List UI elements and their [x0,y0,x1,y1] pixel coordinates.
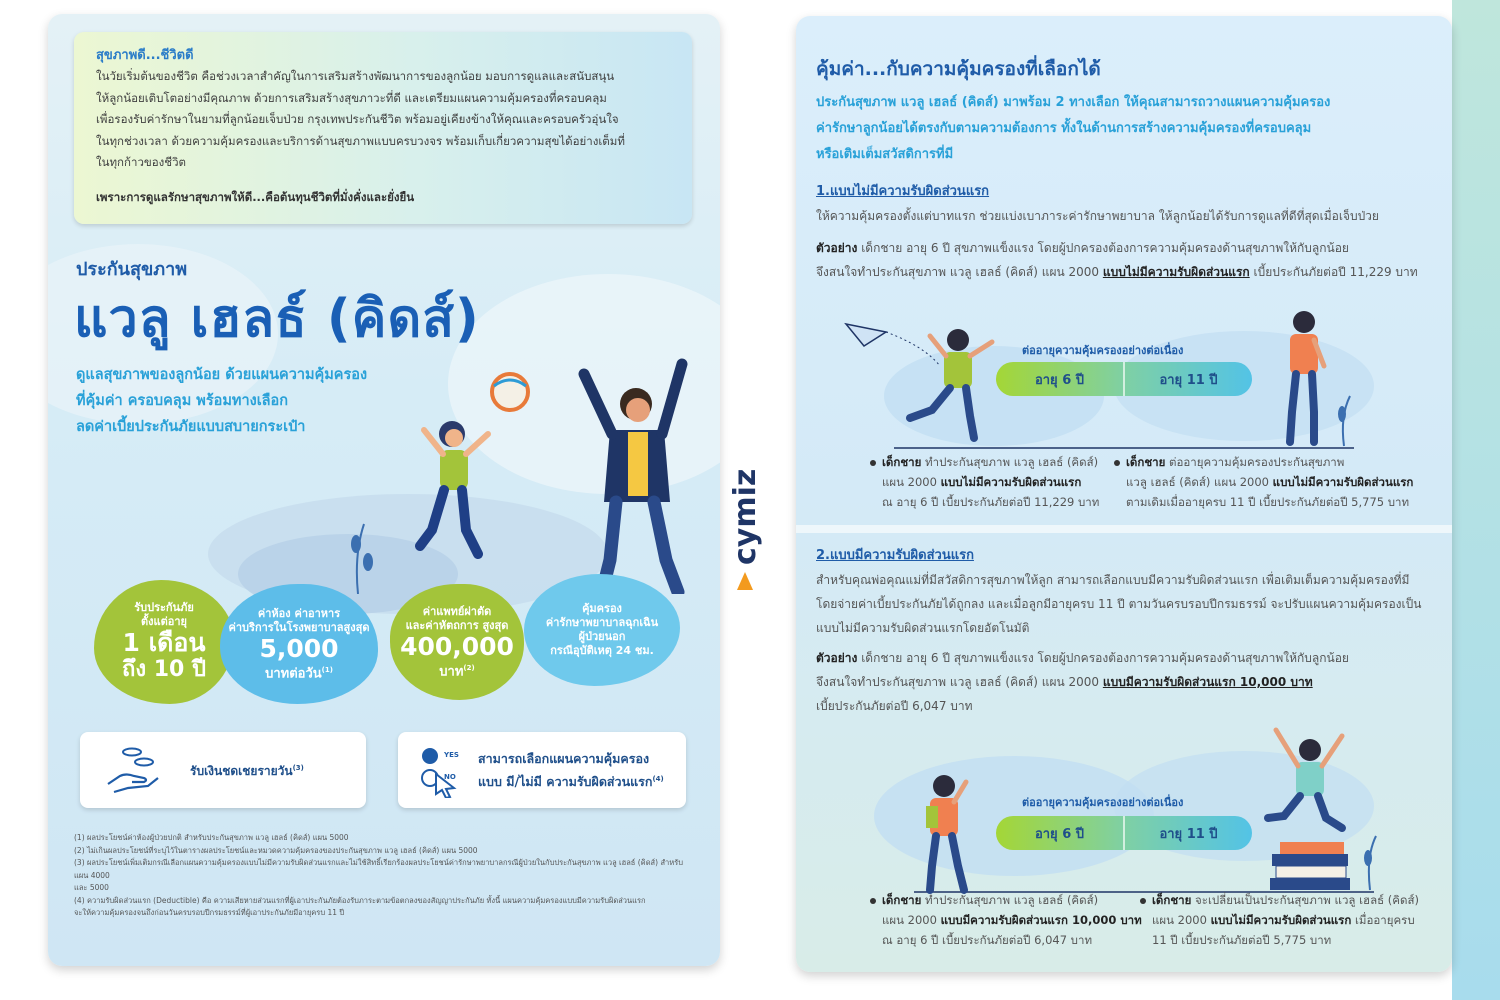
left-page [48,14,720,966]
blob-label: ตั้งแต่อายุ [141,615,187,628]
blob-label: ค่าบริการในโรงพยาบาลสูงสุด [228,620,370,634]
section1-example: ตัวอย่าง เด็กชาย อายุ 6 ปี สุขภาพแข็งแรง โดยผู้ปกครองต้องการความคุ้มครองด้านสุขภาพให้กับลูกน้อย จึงสนใจทำประกันสุขภาพ แวลู เฮลธ์ (คิดส์) แผน 2000 แบบไม่มีความรับผิดส่วนแรก เบี้ยประกันภัยต่อปี 11,229 บาท [816,241,1418,279]
blob-value: 400,000 [400,631,514,661]
section1-age-pill [996,362,1252,396]
section-divider [796,525,1452,533]
blob-label: ค่ารักษาพยาบาลฉุกเฉิน [545,616,659,629]
room-cost-blob [220,584,378,704]
section1-bullet-1: เด็กชาย ทำประกันสุขภาพ แวลู เฮลธ์ (คิดส์) แผน 2000 แบบไม่มีความรับผิดส่วนแรก ณ อายุ 6 ปี เบี้ยประกันภัยต่อปี 11,229 บาท [870,452,1099,512]
product-line: ลดค่าเบี้ยประกันภัยแบบสบายกระเป๋า [76,419,306,435]
daily-compensation-card [80,732,366,808]
intro-body [96,66,686,174]
watermark-logo [725,400,765,600]
footnote: จะให้ความคุ้มครองจนถึงก่อนวันครบรอบปีกรมธรรม์ที่ผู้เอาประกันภัยมีอายุครบ 11 ปี [74,908,345,917]
bullet-dot [1140,898,1146,904]
section2-pill-label: ต่ออายุความคุ้มครองอย่างต่อเนื่อง [1022,796,1184,809]
right-page [796,16,1452,972]
blob-label: ค่าแพทย์ผ่าตัด [422,604,492,618]
blob-unit: บาท$^{(2)}$ [439,663,475,680]
yes-no-select-icon [420,746,466,798]
right-title: คุ้มค่า...กับความคุ้มครองที่เลือกได้ [816,58,1101,80]
blob-label: รับประกันภัย [134,601,194,614]
watermark [725,400,765,600]
surgery-cost-blob [390,584,524,700]
intro-card [74,32,692,224]
blob-value: 5,000 [259,633,339,663]
section2-bullet-1: เด็กชาย ทำประกันสุขภาพ แวลู เฮลธ์ (คิดส์) แผน 2000 แบบมีความรับผิดส่วนแรก 10,000 บาท ณ อายุ 6 ปี เบี้ยประกันภัยต่อปี 6,047 บาท [870,890,1142,950]
bullet-dot [870,898,876,904]
footnotes [74,832,694,920]
right-intro: ประกันสุขภาพ แวลู เฮลธ์ (คิดส์) มาพร้อม 2 ทางเลือก ให้คุณสามารถวางแผนความคุ้มครอง ค่ารักษาลูกน้อยได้ตรงกับตามความต้องการ ทั้งในด้านการสร้างความคุ้มครองที่ครอบคลุม หรือเติมเต็มสวัสดิการที่มี [816,95,1331,162]
footnote: (1) ผลประโยชน์ค่าห้องผู้ป่วยปกติ สำหรับประกันสุขภาพ แวลู เฮลธ์ (คิดส์) แผน 5000 [74,833,349,842]
intro-line: เพื่อรองรับค่ารักษาในยามที่ลูกน้อยเจ็บป่วย กรุงเทพประกันชีวิต พร้อมอยู่เคียงข้างให้คุณและครอบครัวอุ่นใจ [96,112,619,127]
age-11: อายุ 11 ปี [1159,826,1218,842]
product-line: ที่คุ้มค่า ครอบคลุม พร้อมทางเลือก [76,393,289,409]
footnote: (2) ไม่เกินผลประโยชน์ที่ระบุไว้ในตารางผลประโยชน์และหมวดความคุ้มครองของประกันสุขภาพ แวลู เฮลธ์ (คิดส์) แผน 5000 [74,845,478,855]
footnote: (4) ความรับผิดส่วนแรก (Deductible) คือ ความเสียหายส่วนแรกที่ผู้เอาประกันภัยต้องรับภาระตามข้อตกลงของสัญญาประกันภัย ทั้งนี้ แผนความคุ้มครองแบบมีความรับผิดส่วนแรก [74,895,646,905]
blob-unit: บาทต่อวัน$^{(1)}$ [265,665,333,682]
footnote: และ 5000 [74,883,109,892]
background-strip-right [1452,0,1500,1000]
choose-plan-card [398,732,686,808]
coverage-age-blob [94,580,234,704]
footnote: (3) ผลประโยชน์เพิ่มเติมกรณีเลือกแผนความคุ้มครองแบบไม่มีความรับผิดส่วนแรกและไม่ใช้สิทธิ์เรียกร้องผลประโยชน์ค่ารักษาพยาบาลกรณีผู้ป่วยในกับประกันสุขภาพ แวลู เฮลธ์ (คิดส์) สำหรับแผน 4000 [74,858,683,880]
intro-tagline: เพราะการดูแลรักษาสุขภาพให้ดี...คือต้นทุนชีวิตที่มั่งคั่งและยั่งยืน [96,190,415,204]
watermark-text: cymiz [728,468,763,565]
section2-example: ตัวอย่าง เด็กชาย อายุ 6 ปี สุขภาพแข็งแรง โดยผู้ปกครองต้องการความคุ้มครองด้านสุขภาพให้กับลูกน้อย จึงสนใจทำประกันสุขภาพ แวลู เฮลธ์ (คิดส์) แผน 2000 แบบมีความรับผิดส่วนแรก 10,000 บาท เบี้ยประกันภัยต่อปี 6,047 บาท [816,651,1349,713]
intro-line: ในวัยเริ่มต้นของชีวิต คือช่วงเวลาสำคัญในการเสริมสร้างพัฒนาการของลูกน้อย มอบการดูแลและสนับสนุน [96,69,615,83]
product-description [76,362,367,440]
coin-hand-icon [104,744,160,796]
age-11: อายุ 11 ปี [1159,372,1218,388]
blob-label: กรณีอุบัติเหตุ 24 ชม. [550,644,654,657]
intro-line: ในทุกก้าวของชีวิต [96,155,187,170]
no-label: NO [444,773,456,781]
yes-label: YES [444,751,459,759]
section1-bullet-2: เด็กชาย ต่ออายุความคุ้มครองประกันสุขภาพ แวลู เฮลธ์ (คิดส์) แผน 2000 แบบไม่มีความรับผิดส่วนแรก ตามเดิมเมื่ออายุครบ 11 ปี เบี้ยประกันภัยต่อปี 5,775 บาท [1114,452,1413,512]
blob-label: คุ้มครอง [582,602,622,615]
blob-value: ถึง 10 ปี [122,657,206,682]
section1-pill-label: ต่ออายุความคุ้มครองอย่างต่อเนื่อง [1022,344,1184,357]
family-illustration [348,334,688,594]
blob-label: ผู้ป่วยนอก [578,630,626,643]
section1-desc: ให้ความคุ้มครองตั้งแต่บาทแรก ช่วยแบ่งเบาภาระค่ารักษาพยาบาล ให้ลูกน้อยได้รับการดูแลที่ดีที่สุดเมื่อเจ็บป่วย [816,209,1379,223]
intro-line: ให้ลูกน้อยเติบโตอย่างมีคุณภาพ ด้วยการเสริมสร้างสุขภาวะที่ดี และเตรียมแผนความคุ้มครองที่ครอบคลุม [96,90,607,105]
section2-desc: สำหรับคุณพ่อคุณแม่ที่มีสวัสดิการสุขภาพให้ลูก สามารถเลือกแบบมีความรับผิดส่วนแรก เพื่อเติมเต็มความคุ้มครองที่มี โดยจ่ายค่าเบี้ยประกันภัยได้ถูกลง และเมื่อลูกมีอายุครบ 11 ปี ตามวันครบรอบปีกรมธรรม์ จะปรับแผนความคุ้มครองเป็น แบบไม่มีความรับผิดส่วนแรกโดยอัตโนมัติ [816,573,1422,635]
blob-label: ค่าห้อง ค่าอาหาร [257,606,341,620]
section1-heading: 1.แบบไม่มีความรับผิดส่วนแรก [816,184,990,199]
bullet-dot [1114,460,1120,466]
age-6: อายุ 6 ปี [1034,826,1085,842]
blob-value: 1 เดือน [122,628,206,657]
age-6: อายุ 6 ปี [1034,372,1085,388]
product-line: ดูแลสุขภาพของลูกน้อย ด้วยแผนความคุ้มครอง [76,367,368,383]
section2-age-pill [996,816,1252,850]
section2-heading: 2.แบบมีความรับผิดส่วนแรก [816,548,974,563]
bullet-dot [870,460,876,466]
intro-line: ในทุกช่วงเวลา ด้วยความคุ้มครองและบริการด้านสุขภาพแบบครบวงจร พร้อมเก็บเกี่ยวความสุขได้อย่างเต็มที่ [96,133,625,148]
blob-label: และค่าหัตถการ สูงสุด [405,618,509,632]
product-subtitle: ประกันสุขภาพ [76,259,188,280]
choose-plan-text: สามารถเลือกแผนความคุ้มครอง แบบ มี/ไม่มี ความรับผิดส่วนแรก$^{(4)}$ [478,751,664,790]
section2-bullet-2: เด็กชาย จะเปลี่ยนเป็นประกันสุขภาพ แวลู เฮลธ์ (คิดส์) แผน 2000 แบบไม่มีความรับผิดส่วนแรก เมื่ออายุครบ 11 ปี เบี้ยประกันภัยต่อปี 5,775 บาท [1140,890,1419,950]
intro-title: สุขภาพดี...ชีวิตดี [96,48,194,63]
product-title: แวลู เฮลธ์ (คิดส์) [74,289,480,349]
daily-compensation-label: รับเงินชดเชยรายวัน$^{(3)}$ [190,764,304,778]
